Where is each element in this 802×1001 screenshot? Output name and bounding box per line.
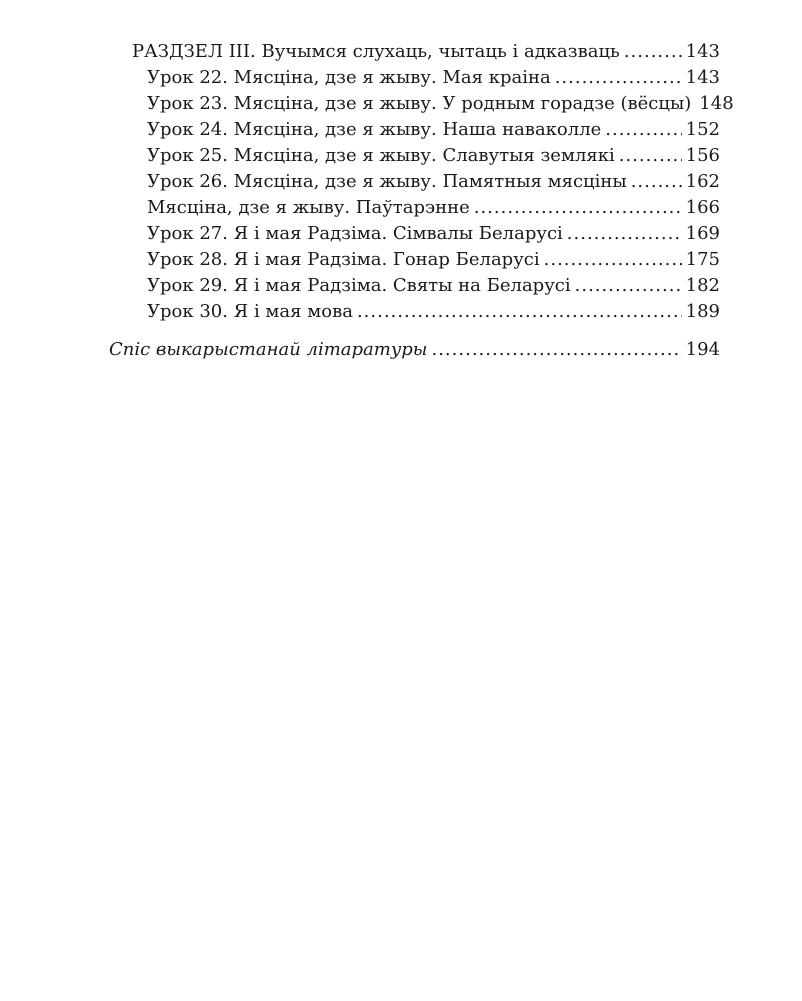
toc-entry-lesson-22 [147, 66, 720, 90]
toc-entry-page: 143 [685, 41, 720, 62]
dot-leader [544, 248, 682, 272]
toc-entry-title: РАЗДЗЕЛ ІІІ. Вучымся слухаць, чытаць і адказваць [132, 41, 620, 62]
toc-entry-lesson-23 [147, 92, 734, 116]
dot-leader [431, 338, 681, 362]
toc-entry-lesson-24 [147, 118, 720, 142]
toc-entry-review [147, 196, 720, 220]
toc-entry-page: 169 [685, 223, 720, 244]
toc-entry-title: Урок 29. Я і мая Радзіма. Святы на Беларусі [147, 275, 571, 296]
dot-leader [619, 144, 682, 168]
toc-entry-bibliography [109, 338, 720, 362]
toc-entry-page: 189 [685, 301, 720, 322]
toc-entry-lesson-28 [147, 248, 720, 272]
toc-entry-title: Спіс выкарыстанай літаратуры [109, 339, 428, 360]
dot-leader [555, 66, 682, 90]
dot-leader [624, 40, 682, 64]
toc-entry-title: Урок 25. Мясціна, дзе я жыву. Славутыя землякі [147, 145, 615, 166]
toc-entry-page: 182 [685, 275, 720, 296]
toc-entry-page: 148 [699, 93, 734, 114]
dot-leader [631, 170, 682, 194]
toc-entry-page: 194 [685, 339, 720, 360]
toc-entry-page: 156 [685, 145, 720, 166]
toc-entry-section-3 [132, 40, 720, 64]
toc-entry-lesson-29 [147, 274, 720, 298]
toc-entry-lesson-30 [147, 300, 720, 324]
dot-leader [357, 300, 682, 324]
toc-entry-page: 166 [685, 197, 720, 218]
toc-entry-title: Урок 30. Я і мая мова [147, 301, 353, 322]
dot-leader [567, 222, 682, 246]
dot-leader [575, 274, 682, 298]
toc-entry-page: 162 [685, 171, 720, 192]
toc-entry-title: Урок 23. Мясціна, дзе я жыву. У родным горадзе (вёсцы) [147, 93, 692, 114]
toc-entry-lesson-26 [147, 170, 720, 194]
toc-entry-lesson-25 [147, 144, 720, 168]
toc-entry-title: Мясціна, дзе я жыву. Паўтарэнне [147, 197, 470, 218]
dot-leader [474, 196, 682, 220]
toc-entry-title: Урок 27. Я і мая Радзіма. Сімвалы Беларусі [147, 223, 563, 244]
toc-entry-title: Урок 28. Я і мая Радзіма. Гонар Беларусі [147, 249, 540, 270]
toc-entry-page: 175 [685, 249, 720, 270]
toc-entry-page: 152 [685, 119, 720, 140]
toc-entry-title: Урок 24. Мясціна, дзе я жыву. Наша наваколле [147, 119, 602, 140]
toc-entry-lesson-27 [147, 222, 720, 246]
toc-entry-title: Урок 22. Мясціна, дзе я жыву. Мая краіна [147, 67, 551, 88]
dot-leader [605, 118, 681, 142]
toc-entry-page: 143 [685, 67, 720, 88]
toc-entry-title: Урок 26. Мясціна, дзе я жыву. Памятныя мясціны [147, 171, 627, 192]
